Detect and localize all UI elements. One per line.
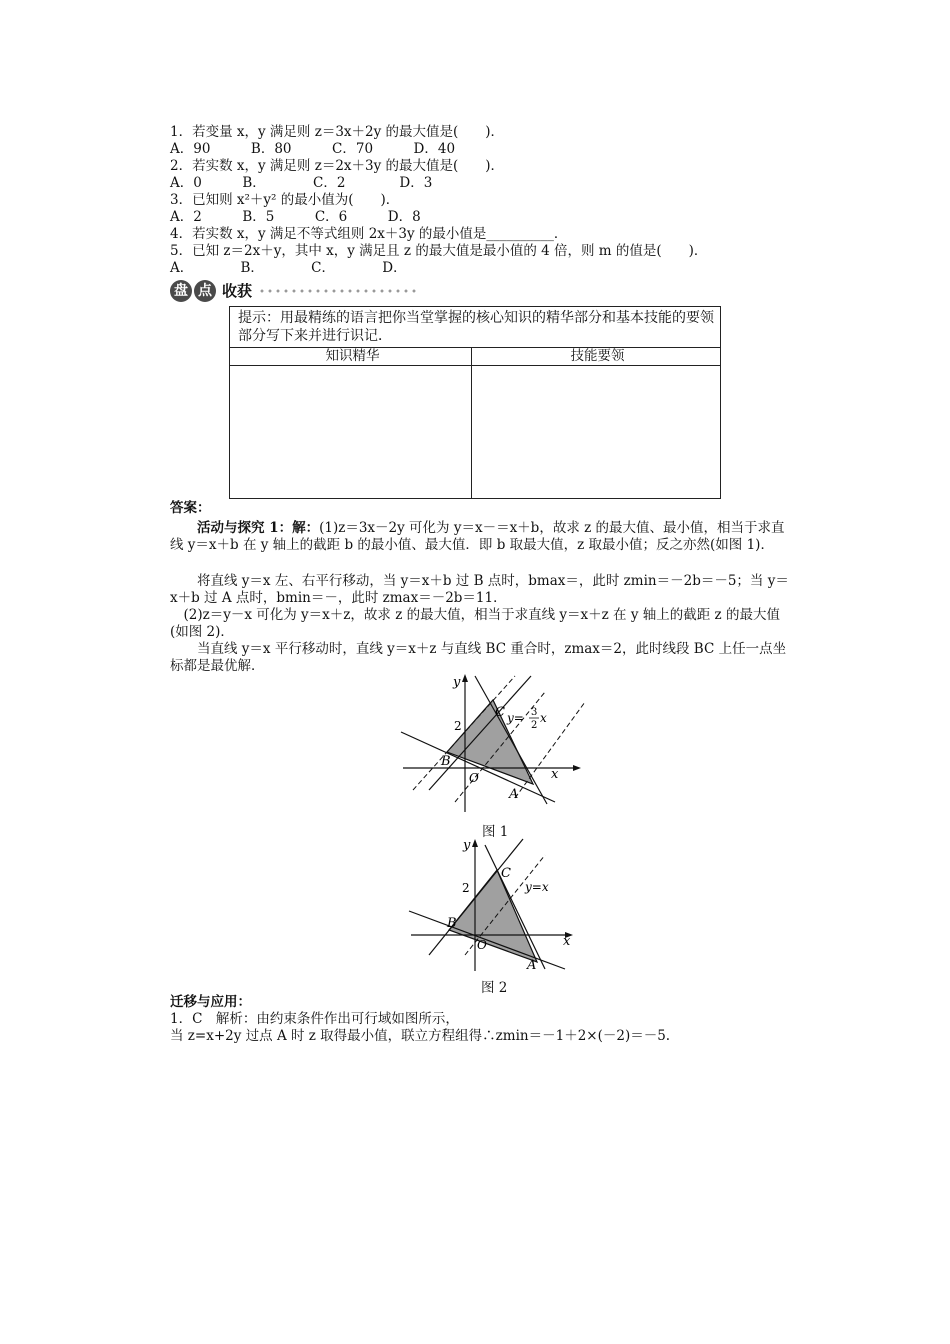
section-badge-1: 盘 xyxy=(170,280,192,302)
section-badge-2: 点 xyxy=(194,280,216,302)
answer-paragraph-3: (2)z＝y－x 可化为 y＝x＋z，故求 z 的最大值，相当于求直线 y＝x＋z 在 y 轴上的截距 z 的最大值(如图 2)． xyxy=(170,607,780,640)
figure-2-caption: 图 2 xyxy=(481,980,508,996)
answer-lead: 活动与探究 1：解： xyxy=(197,520,320,536)
fig1-label-c: C xyxy=(495,705,505,720)
dotted-divider xyxy=(258,280,418,302)
summary-box xyxy=(229,306,721,499)
section-title xyxy=(170,280,430,302)
exercise-2-options: A．0 B． C．2 D．3 xyxy=(170,175,433,191)
exercise-1-options: A．90 B．80 C．70 D．40 xyxy=(170,141,456,157)
answer-paragraph-2: 将直线 y＝x 左、右平行移动，当 y＝x＋b 过 B 点时，bmax＝，此时 zmin＝－2b＝－5；当 y＝x＋b 过 A 点时，bmin＝－，此时 zmax＝－2b＝11． xyxy=(170,573,789,606)
exercise-1: 1．若变量 x，y 满足则 z＝3x＋2y 的最大值是( )． xyxy=(170,124,505,140)
answers-heading: 答案： xyxy=(170,500,211,516)
column-header-skills: 技能要领 xyxy=(570,348,625,364)
fig2-label-c: C xyxy=(501,866,511,881)
section-label: 收获 xyxy=(222,282,253,300)
figure-2-graph xyxy=(405,835,585,975)
fig1-label-origin: O xyxy=(469,771,479,785)
figure-1-caption: 图 1 xyxy=(482,824,509,840)
fig2-label-origin: O xyxy=(477,938,487,952)
fig1-line-x: x xyxy=(540,711,547,725)
fig1-label-x: x xyxy=(551,767,559,782)
figure-1-graph xyxy=(395,672,595,817)
x-axis-arrow-1 xyxy=(573,765,581,771)
fig1-label-y: y xyxy=(453,675,461,690)
fig2-label-two: 2 xyxy=(462,881,470,895)
exercise-2: 2．若实数 x，y 满足则 z＝2x＋3y 的最大值是( )． xyxy=(170,158,505,174)
application-line-2: 当 z=x+2y 过点 A 时 z 取得最小值，联立方程组得∴zmin＝－1＋2×(－2)＝－5. xyxy=(170,1028,671,1044)
column-divider xyxy=(471,347,472,498)
fig2-label-y: y xyxy=(463,838,471,853)
exercise-4: 4．若实数 x，y 满足不等式组则 2x＋3y 的最小值是__________． xyxy=(170,226,568,242)
column-header-knowledge: 知识精华 xyxy=(325,348,380,364)
summary-header-row xyxy=(230,347,720,366)
answer-text-1: (1)z＝3x－2y 可化为 y＝x－＝x＋b，故求 z 的最大值、最小值，相当于求直线 y＝x＋b 在 y 轴上的截距 b 的最小值、最大值．即 b 取最大值，z 取最小值；反之亦然(如图 1)． xyxy=(170,520,785,553)
fig1-label-a: A xyxy=(509,787,519,802)
y-axis-arrow-2 xyxy=(472,839,478,847)
exercise-3: 3．已知则 x²＋y² 的最小值为( )． xyxy=(170,192,400,208)
fig1-label-b: B xyxy=(441,754,451,769)
answer-paragraph-1 xyxy=(170,520,790,554)
answer-paragraph-4: 当直线 y＝x 平行移动时，直线 y＝x＋z 与直线 BC 重合时，zmax＝2，此时线段 BC 上任一点坐标都是最优解． xyxy=(170,641,787,674)
fig2-label-a: A xyxy=(527,958,537,973)
fig1-frac-num: 3 xyxy=(531,707,538,718)
application-heading: 迁移与应用： xyxy=(170,994,251,1010)
summary-hint: 提示：用最精练的语言把你当堂掌握的核心知识的精华部分和基本技能的要领部分写下来并进行识记． xyxy=(238,310,714,344)
exercise-5: 5．已知 z＝2x＋y，其中 x，y 满足且 z 的最大值是最小值的 4 倍，则 m 的值是( )． xyxy=(170,243,708,259)
exercise-3-options: A．2 B．5 C．6 D．8 xyxy=(170,209,421,225)
fig2-label-x: x xyxy=(563,934,571,949)
fig2-label-b: B xyxy=(447,916,457,931)
fig1-label-two: 2 xyxy=(454,719,462,733)
y-axis-arrow-1 xyxy=(462,674,468,682)
fig1-line-label: y= xyxy=(507,711,524,725)
fig1-frac-den: 2 xyxy=(531,720,538,731)
application-line-1: 1．C 解析：由约束条件作出可行域如图所示， xyxy=(170,1011,459,1027)
dashed-line-1c xyxy=(515,702,585,798)
fig2-line-label: y=x xyxy=(525,880,549,894)
exercise-5-options: A． B． C． D． xyxy=(170,260,407,276)
